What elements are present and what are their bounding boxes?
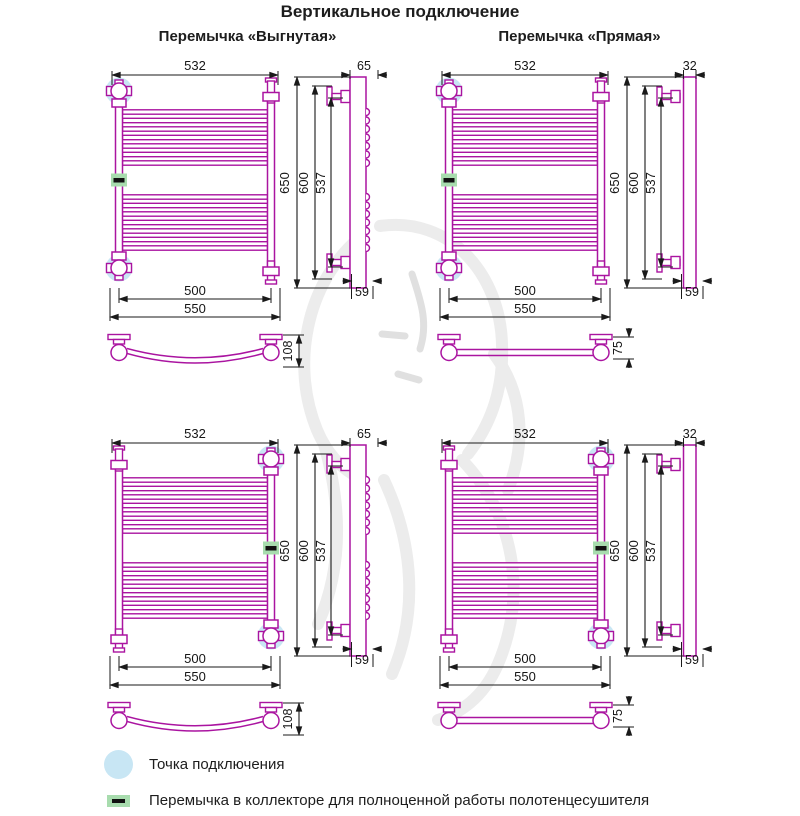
dim-width-outer: 550 — [514, 301, 536, 316]
dim-width-inner: 500 — [184, 283, 206, 298]
jumper-dimensions — [281, 703, 304, 735]
dim-width-outer: 550 — [514, 669, 536, 684]
quadrant-top-left — [85, 55, 420, 385]
jumper-view — [438, 335, 612, 361]
dim-jumper-depth: 108 — [281, 708, 295, 730]
front-view — [106, 78, 280, 285]
dim-height-mid: 600 — [626, 172, 641, 194]
dim-height-inner: 537 — [313, 172, 328, 194]
dim-width-inner: 500 — [184, 651, 206, 666]
side-view — [657, 445, 696, 656]
dim-height-total: 650 — [277, 540, 292, 562]
jumper-tube-curved — [127, 717, 263, 726]
jumper-tube-curved — [127, 349, 263, 358]
dim-width-top: 532 — [514, 58, 536, 73]
dim-depth-top: 32 — [682, 59, 697, 73]
front-view — [111, 446, 285, 653]
dim-width-top: 532 — [184, 58, 206, 73]
dim-depth-bottom: 59 — [685, 285, 699, 299]
dim-width-inner: 500 — [514, 651, 536, 666]
legend-label-connection-point: Точка подключения — [149, 756, 285, 773]
column-title-straight: Перемычка «Прямая» — [498, 28, 661, 45]
jumper-dimensions — [281, 335, 304, 367]
dim-jumper-depth: 75 — [611, 709, 625, 723]
dim-jumper-depth: 108 — [281, 340, 295, 362]
side-view — [327, 445, 370, 656]
collector-jumper-icon — [107, 795, 130, 807]
dim-height-inner: 537 — [313, 540, 328, 562]
dim-width-top: 532 — [514, 426, 536, 441]
quadrant-top-right — [415, 55, 750, 385]
legend — [104, 749, 649, 816]
dim-height-mid: 600 — [296, 540, 311, 562]
dim-width-inner: 500 — [514, 283, 536, 298]
dim-depth-bottom: 59 — [685, 653, 699, 667]
dim-height-mid: 600 — [626, 540, 641, 562]
dim-height-total: 650 — [607, 172, 622, 194]
side-view — [657, 77, 696, 288]
dim-width-outer: 550 — [184, 669, 206, 684]
quadrant-bottom-right — [415, 423, 750, 753]
legend-item-collector-jumper — [104, 785, 649, 816]
legend-label-collector-jumper: Перемычка в коллекторе для полноценной работы полотенцесушителя — [149, 792, 650, 809]
legend-item-connection-point — [104, 749, 649, 780]
jumper-dimensions — [611, 696, 634, 736]
connection-point-icon — [104, 750, 133, 779]
dim-depth-bottom: 59 — [355, 653, 369, 667]
collector-jumper-marker — [441, 174, 457, 187]
dim-width-outer: 550 — [184, 301, 206, 316]
jumper-view — [108, 335, 282, 364]
page-title: Вертикальное подключение — [280, 2, 520, 21]
dim-depth-top: 65 — [357, 59, 371, 73]
jumper-view — [438, 703, 612, 729]
dim-depth-bottom: 59 — [355, 285, 369, 299]
front-dimensions — [110, 58, 280, 321]
front-view — [436, 78, 610, 285]
dim-depth-top: 65 — [357, 427, 371, 441]
dim-height-inner: 537 — [643, 172, 658, 194]
quadrant-bottom-left — [85, 423, 420, 753]
side-view — [327, 77, 370, 288]
front-dimensions — [440, 58, 610, 321]
dim-depth-top: 32 — [682, 427, 697, 441]
jumper-view — [108, 703, 282, 732]
front-dimensions — [440, 426, 610, 689]
jumper-dimensions — [611, 328, 634, 368]
column-title-curved: Перемычка «Выгнутая» — [158, 28, 337, 45]
dim-height-total: 650 — [277, 172, 292, 194]
dim-jumper-depth: 75 — [611, 341, 625, 355]
dim-width-top: 532 — [184, 426, 206, 441]
front-view — [441, 446, 615, 653]
front-dimensions — [110, 426, 280, 689]
dim-height-total: 650 — [607, 540, 622, 562]
jumper-dash-icon — [112, 799, 125, 803]
dim-height-inner: 537 — [643, 540, 658, 562]
dim-height-mid: 600 — [296, 172, 311, 194]
collector-jumper-marker — [111, 174, 127, 187]
